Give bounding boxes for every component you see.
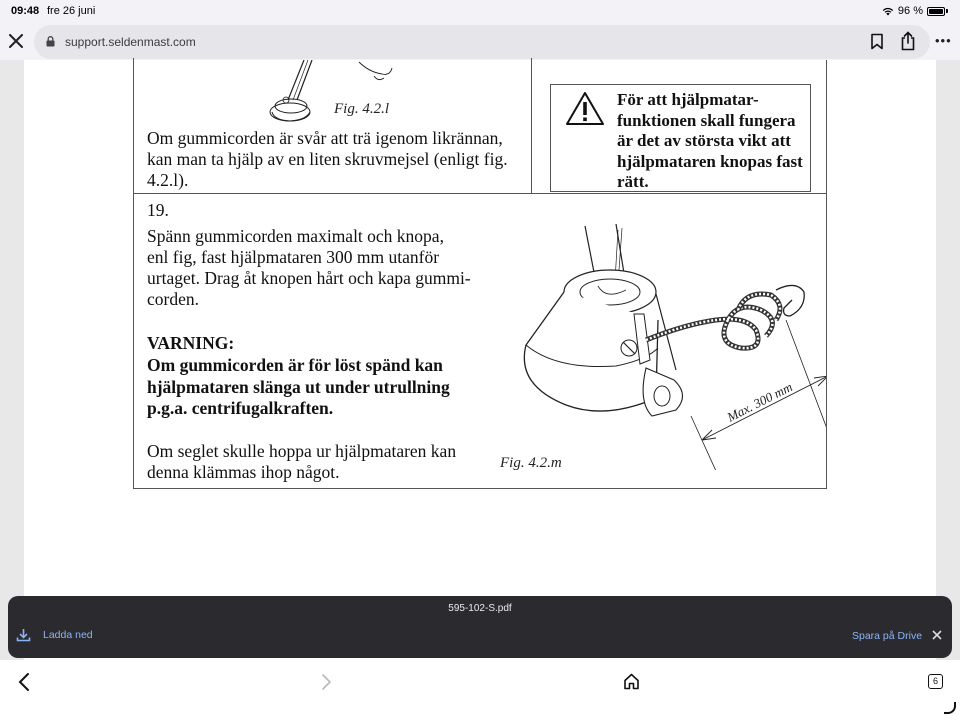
download-button[interactable] bbox=[16, 628, 93, 642]
pdf-viewer[interactable] bbox=[0, 60, 960, 660]
download-icon bbox=[16, 628, 31, 642]
status-right bbox=[882, 5, 948, 17]
figure-caption-main: Fig. 4.2.m bbox=[500, 455, 562, 471]
text-line: kan man ta hjälp av en liten skruvmejsel (enligt fig. bbox=[147, 149, 508, 169]
forward-icon[interactable] bbox=[320, 672, 334, 692]
download-close-icon[interactable] bbox=[932, 626, 942, 645]
share-icon[interactable] bbox=[900, 31, 916, 51]
address-bar[interactable] bbox=[34, 25, 930, 59]
text-line: Spänn gummicorden maximalt och knopa, bbox=[147, 226, 444, 246]
save-to-drive-button[interactable]: Spara på Drive bbox=[852, 630, 923, 642]
download-label: Ladda ned bbox=[43, 629, 93, 641]
pdf-page bbox=[24, 60, 936, 660]
status-date: fre 26 juni bbox=[47, 5, 96, 17]
wifi-icon bbox=[882, 7, 894, 16]
varning-text bbox=[147, 355, 477, 420]
download-filename: 595-102-S.pdf bbox=[448, 603, 512, 614]
paragraph-tip bbox=[147, 128, 527, 191]
battery-icon bbox=[927, 7, 945, 16]
text-line: urtaget. Drag åt knopen hårt och kapa gummi- bbox=[147, 268, 471, 288]
lock-icon bbox=[46, 36, 55, 47]
warning-box bbox=[550, 84, 811, 192]
bottom-toolbar bbox=[0, 660, 960, 720]
step-instructions bbox=[147, 226, 477, 310]
browser-toolbar bbox=[0, 24, 960, 60]
text-line: För att hjälpmatar- bbox=[617, 90, 759, 109]
text-line: Om gummicorden är för löst spänd kan bbox=[147, 355, 443, 375]
more-icon[interactable]: ••• bbox=[935, 33, 952, 48]
text-line: Om gummicorden är svår att trä igenom likrännan, bbox=[147, 128, 503, 148]
text-line: hjälpmataren slänga ut under utrullning bbox=[147, 376, 450, 397]
status-time: 09:48 bbox=[11, 5, 40, 17]
final-paragraph bbox=[147, 441, 477, 483]
dimension-label: Max. 300 mm bbox=[724, 379, 795, 425]
text-line: 4.2.l). bbox=[147, 170, 189, 190]
figure-caption-top: Fig. 4.2.l bbox=[334, 101, 389, 117]
bookmark-icon[interactable] bbox=[870, 33, 884, 50]
text-line: rätt. bbox=[617, 172, 649, 191]
text-line: p.g.a. centrifugalkraften. bbox=[147, 398, 334, 418]
text-line: Om seglet skulle hoppa ur hjälpmataren kan bbox=[147, 441, 457, 461]
warning-icon bbox=[565, 91, 605, 127]
figure-4-2-m-illustration bbox=[486, 220, 826, 470]
text-line: är det av största vikt att bbox=[617, 131, 791, 150]
text-line: corden. bbox=[147, 289, 199, 309]
tabs-icon[interactable]: 6 bbox=[928, 674, 943, 689]
right-frame-line bbox=[826, 60, 827, 194]
text-line: denna klämmas ihop något. bbox=[147, 462, 340, 482]
close-icon[interactable] bbox=[6, 31, 26, 51]
step-number: 19. bbox=[147, 200, 169, 220]
text-line: funktionen skall fungera bbox=[617, 110, 796, 130]
varning-title: VARNING: bbox=[147, 333, 235, 353]
status-bar bbox=[0, 0, 960, 24]
text-line: hjälpmataren knopas fast bbox=[617, 151, 803, 171]
text-line: enl fig, fast hjälpmataren 300 mm utanför bbox=[147, 247, 440, 267]
battery-percent: 96 % bbox=[897, 5, 923, 17]
url-text: support.seldenmast.com bbox=[65, 35, 196, 49]
warning-text bbox=[617, 90, 812, 193]
back-icon[interactable] bbox=[17, 672, 31, 692]
download-bar bbox=[8, 596, 952, 658]
battery-tip bbox=[946, 9, 948, 13]
home-icon[interactable] bbox=[623, 673, 640, 690]
